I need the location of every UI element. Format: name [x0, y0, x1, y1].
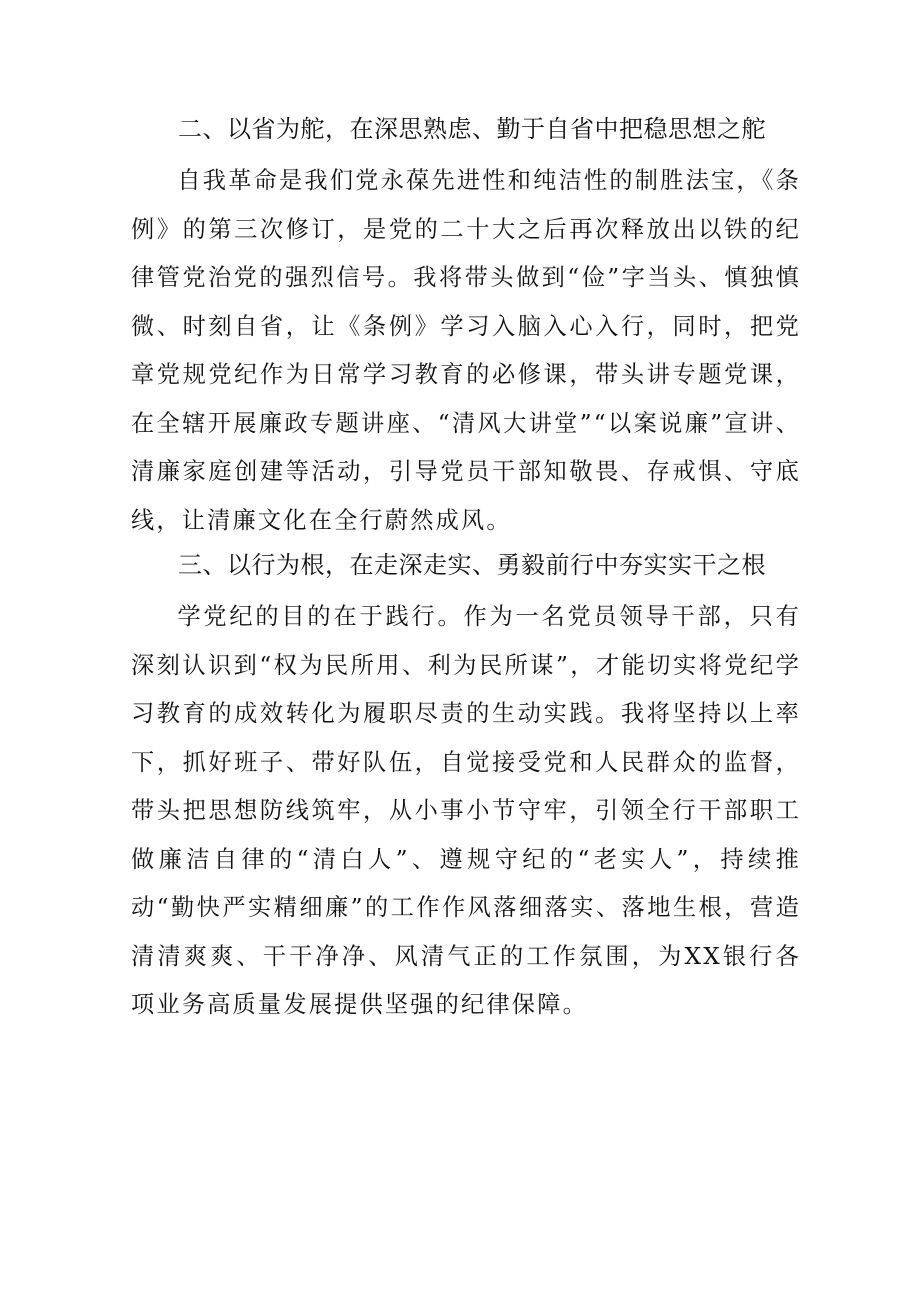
section-heading-3: 三、以行为根，在走深走实、勇毅前行中夯实实干之根 — [178, 551, 766, 579]
section-heading-2: 二、以省为舵，在深思熟虑、勤于自省中把稳思想之舵 — [178, 115, 766, 143]
section-body-3: 学党纪的目的在于践行。作为一名党员领导干部，只有深刻认识到“权为民所用、利为民所谋”，才能切实将党纪学习教育的成效转化为履职尽责的生动实践。我将坚持以上率下，抓好班子、带好队伍，自觉接受党和人民群众的监督，带头把思想防线筑牢，从小事小节守牢，引领全行干部职工做廉洁自律的“清白人”、遵规守纪的“老实人”，持续推动“勤快严实精细廉”的工作作风落细落实、落地生根，营造清清爽爽、干干净净、风清气正的工作氛围，为XX银行各项业务高质量发展提供坚强的纪律保障。 — [131, 603, 801, 1018]
section-body-2: 自我革命是我们党永葆先进性和纯洁性的制胜法宝，《条例》的第三次修订，是党的二十大之后再次释放出以铁的纪律管党治党的强烈信号。我将带头做到“俭”字当头、慎独慎微、时刻自省，让《条例》学习入脑入心入行，同时，把党章党规党纪作为日常学习教育的必修课，带头讲专题党课，在全辖开展廉政专题讲座、“清风大讲堂”“以案说廉”宣讲、清廉家庭创建等活动，引导党员干部知敬畏、存戒惧、守底线，让清廉文化在全行蔚然成风。 — [131, 167, 801, 534]
